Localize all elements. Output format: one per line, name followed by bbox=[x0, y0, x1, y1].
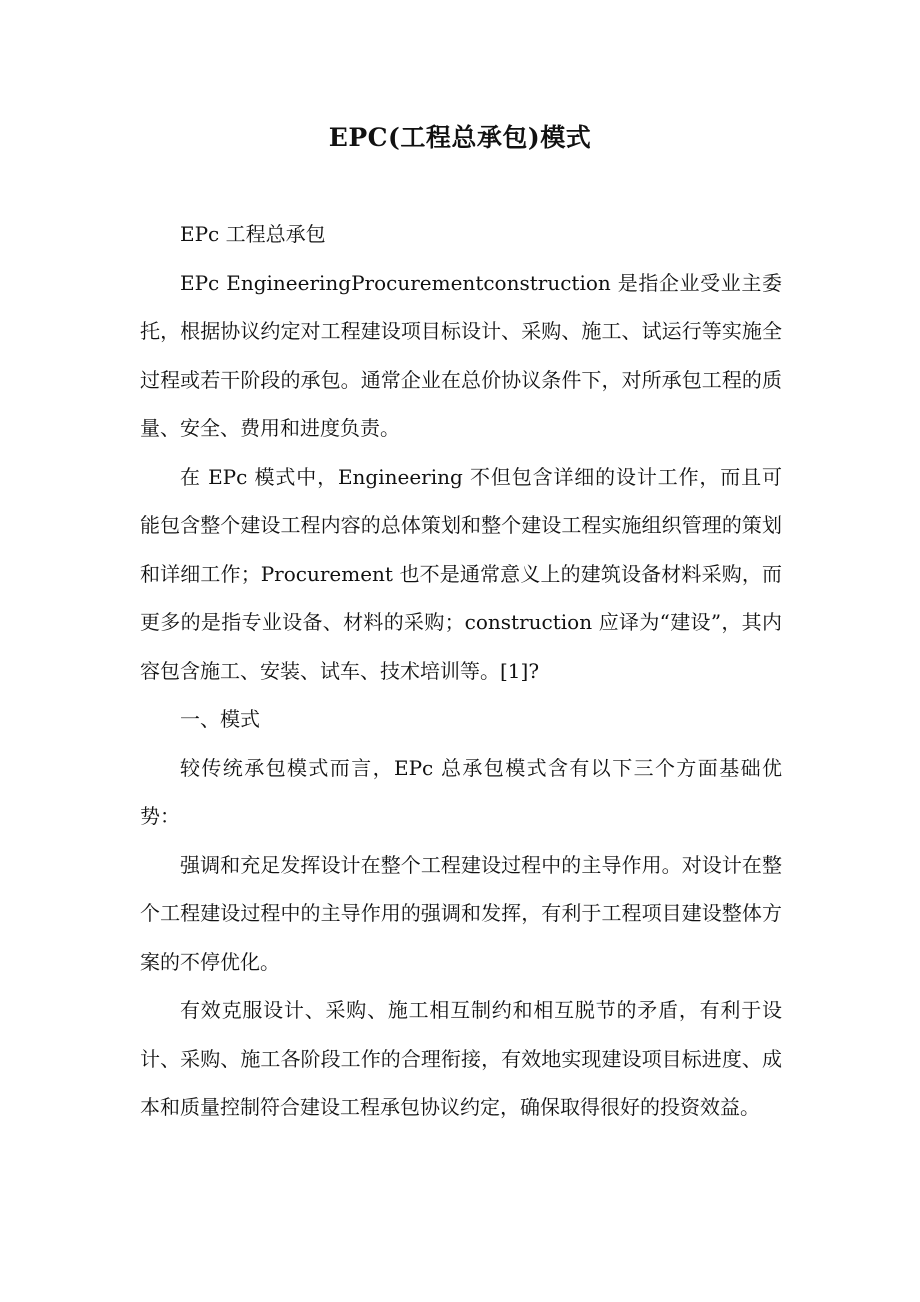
paragraph-definition: EPc EngineeringProcurementconstruction 是指企业受业主委托，根据协议约定对工程建设项目标设计、采购、施工、试运行等实施全过程或若干阶段的承包。通常企业在总价协议条件下，对所承包工程的质量、安全、费用和进度负责。 bbox=[140, 270, 782, 440]
paragraph-heading: EPc 工程总承包 bbox=[180, 222, 326, 246]
paragraph-explanation: 在 EPc 模式中，Engineering 不但包含详细的设计工作，而且可能包含整个建设工程内容的总体策划和整个建设工程实施组织管理的策划和详细工作；Procurement 也不是通常意义上的建筑设备材料采购，而更多的是指专业设备、材料的采购；construction 应译为“建设”，其内容包含施工、安装、试车、技术培训等。[1]? bbox=[140, 464, 782, 683]
document-title: EPC(工程总承包)模式 bbox=[328, 123, 592, 152]
section-heading: 一、模式 bbox=[180, 707, 260, 731]
document-body bbox=[140, 210, 782, 1132]
paragraph-advantage-1: 强调和充足发挥设计在整个工程建设过程中的主导作用。对设计在整个工程建设过程中的主导作用的强调和发挥，有利于工程项目建设整体方案的不停优化。 bbox=[140, 852, 782, 974]
paragraph-advantage-2: 有效克服设计、采购、施工相互制约和相互脱节的矛盾，有利于设计、采购、施工各阶段工作的合理衔接，有效地实现建设项目标进度、成本和质量控制符合建设工程承包协议约定，确保取得很好的投资效益。 bbox=[140, 998, 782, 1119]
paragraph-advantages-intro: 较传统承包模式而言，EPc 总承包模式含有以下三个方面基础优势： bbox=[140, 755, 782, 828]
